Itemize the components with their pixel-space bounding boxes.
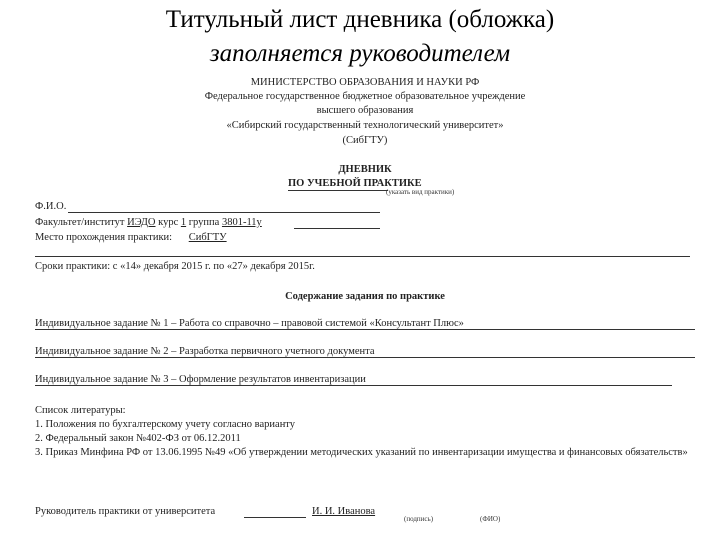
- literature-item-1: 1. Положения по бухгалтерскому учету согласно варианту: [35, 419, 296, 430]
- task-item-2: Индивидуальное задание № 2 – Разработка первичного учетного документа: [35, 346, 375, 357]
- practice-underline: [288, 190, 388, 191]
- ministry-line: МИНИСТЕРСТВО ОБРАЗОВАНИЯ И НАУКИ РФ: [250, 77, 480, 88]
- group-line-extension: [294, 228, 380, 229]
- literature-item-2: 2. Федеральный закон №402-ФЗ от 06.12.2011: [35, 433, 241, 444]
- diary-title: ДНЕВНИК: [338, 164, 392, 175]
- institution-line: Федеральное государственное бюджетное образовательное учреждение: [204, 91, 526, 102]
- literature-heading: Список литературы:: [35, 405, 126, 416]
- fio-hint: (ФИО): [480, 515, 501, 523]
- fio-label: Ф.И.О.: [35, 201, 67, 212]
- group-label: группа: [188, 217, 220, 228]
- task-item-1: Индивидуальное задание № 1 – Работа со справочно – правовой системой «Консультант Плюс»: [35, 318, 464, 329]
- place-label: Место прохождения практики:: [35, 232, 173, 243]
- task-line-3: [35, 385, 672, 386]
- blank-line: [35, 256, 690, 257]
- supervisor-name: И. И. Иванова: [312, 506, 376, 517]
- practice-dates: Сроки практики: с «14» декабря 2015 г. по «27» декабря 2015г.: [35, 261, 315, 272]
- task-item-3: Индивидуальное задание № 3 – Оформление результатов инвентаризации: [35, 374, 366, 385]
- literature-item-3: 3. Приказ Минфина РФ от 13.06.1995 №49 «Об утверждении методических указаний по инвентаризации имущества и финансовых обязательств»: [35, 447, 688, 458]
- slide-title: Титульный лист дневника (обложка): [165, 6, 555, 33]
- practice-hint: (указать вид практики): [386, 188, 455, 196]
- slide-subtitle: заполняется руководителем: [209, 40, 511, 67]
- signature-label: Руководитель практики от университета: [35, 506, 216, 517]
- practice-label: ПО УЧЕБНОЙ ПРАКТИКЕ: [288, 178, 422, 189]
- signature-hint: (подпись): [404, 515, 434, 523]
- fio-line[interactable]: [68, 212, 380, 213]
- place-row: [35, 231, 227, 245]
- group-value: 3801-11у: [221, 217, 262, 228]
- faculty-value: ИЭДО: [127, 217, 156, 228]
- signature-line[interactable]: [244, 517, 306, 518]
- faculty-row: [35, 216, 262, 230]
- place-value: СибГТУ: [188, 232, 227, 243]
- course-label: курс: [158, 217, 179, 228]
- task-line-1: [35, 329, 695, 330]
- education-level-line: высшего образования: [316, 105, 414, 116]
- faculty-label: Факультет/институт: [35, 217, 125, 228]
- course-value: 1: [180, 217, 187, 228]
- university-line: «Сибирский государственный технологический университет»: [226, 120, 504, 131]
- task-line-2: [35, 357, 695, 358]
- university-abbr: (СибГТУ): [342, 135, 388, 146]
- tasks-heading: Содержание задания по практике: [285, 291, 445, 302]
